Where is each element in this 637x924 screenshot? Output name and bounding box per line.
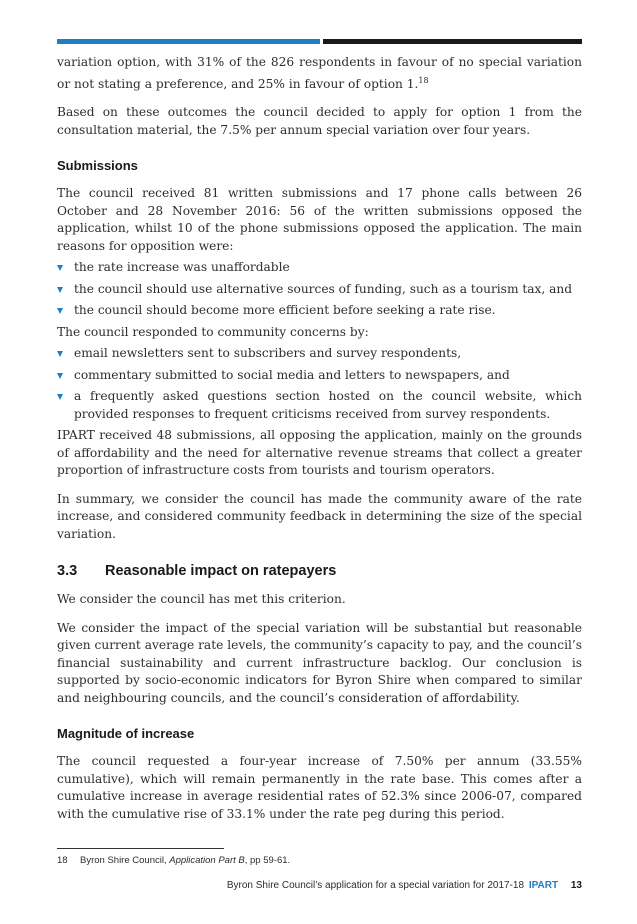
list-item-text: email newsletters sent to subscribers and survey respondents, bbox=[74, 346, 462, 361]
footnote-number: 18 bbox=[57, 855, 68, 866]
bullet-triangle-icon bbox=[57, 308, 63, 314]
magnitude-paragraph-1: The council requested a four-year increase of 7.50% per annum (33.55% cumulative), which will remain permanently in the rate base. This comes after a cumulative increase in average residential rates of 52.3% since 2006-07, compared with the cumulative rise of 33.1% under the rate peg during this period. bbox=[57, 754, 582, 821]
list-item-text: the council should become more efficient before seeking a rate rise. bbox=[74, 303, 496, 318]
list-item-text: commentary submitted to social media and letters to newspapers, and bbox=[74, 367, 510, 382]
list-item bbox=[57, 388, 582, 423]
header-rule-blue bbox=[57, 39, 320, 44]
section-paragraph-1: We consider the council has met this criterion. bbox=[57, 592, 346, 607]
footnote bbox=[57, 855, 290, 866]
intro-paragraph-1-text: variation option, with 31% of the 826 respondents in favour of no special variation or not stating a preference, and 25% in favour of option 1. bbox=[57, 55, 582, 91]
intro-paragraph-1 bbox=[57, 54, 582, 93]
magnitude-heading: Magnitude of increase bbox=[57, 726, 195, 742]
bullet-triangle-icon bbox=[57, 287, 63, 293]
page-number: 13 bbox=[570, 880, 582, 891]
submissions-paragraph-4: In summary, we consider the council has made the community aware of the rate increase, and considered community feedback in determining the size of the special variation. bbox=[57, 491, 582, 541]
opposition-reasons-list bbox=[57, 259, 582, 320]
list-item-text: a frequently asked questions section hosted on the council website, which provided responses to frequent criticisms received from survey respondents. bbox=[74, 389, 582, 421]
footnote-text-prefix: Byron Shire Council, bbox=[80, 855, 170, 866]
page-footer bbox=[227, 880, 582, 891]
list-item bbox=[57, 302, 582, 320]
footnote-ref-18[interactable]: 18 bbox=[418, 75, 429, 85]
bullet-triangle-icon bbox=[57, 394, 63, 400]
submissions-paragraph-1: The council received 81 written submissions and 17 phone calls between 26 October and 28 November 2016: 56 of the written submissions opposed the application, whilst 10 of the phone submissions opposed the application. The main reasons for opposition were: bbox=[57, 186, 582, 253]
section-paragraph-2: We consider the impact of the special variation will be substantial but reasonable given current average rate levels, the community’s capacity to pay, and the council’s financial sustainability and current infrastructure backlog. Our conclusion is supported by socio-economic indicators for Byron Shire when compared to similar and neighbouring councils, and the council’s consideration of affordability. bbox=[57, 620, 582, 705]
section-number: 3.3 bbox=[57, 563, 78, 580]
footnote-text-italic: Application Part B bbox=[169, 855, 245, 866]
bullet-triangle-icon bbox=[57, 265, 63, 271]
bullet-triangle-icon bbox=[57, 373, 63, 379]
footnote-divider bbox=[57, 848, 224, 849]
submissions-heading: Submissions bbox=[57, 158, 138, 174]
list-item bbox=[57, 345, 582, 363]
intro-paragraph-2: Based on these outcomes the council decided to apply for option 1 from the consultation material, the 7.5% per annum special variation over four years. bbox=[57, 105, 582, 137]
list-item bbox=[57, 281, 582, 299]
section-title: Reasonable impact on ratepayers bbox=[105, 563, 337, 580]
body-content bbox=[57, 54, 582, 834]
section-heading bbox=[57, 563, 582, 579]
footer-title: Byron Shire Council’s application for a special variation for 2017-18 bbox=[226, 880, 525, 891]
submissions-paragraph-3: IPART received 48 submissions, all opposing the application, mainly on the grounds of affordability and the need for alternative revenue streams that collect a greater proportion of infrastructure costs from tourists and tourism operators. bbox=[57, 428, 582, 478]
submissions-paragraph-2: The council responded to community concerns by: bbox=[57, 324, 369, 339]
footer-org: IPART bbox=[528, 880, 559, 891]
list-item bbox=[57, 367, 582, 385]
list-item-text: the council should use alternative sources of funding, such as a tourism tax, and bbox=[74, 281, 573, 296]
list-item-text: the rate increase was unaffordable bbox=[74, 260, 290, 275]
council-responses-list bbox=[57, 345, 582, 423]
footnote-text-suffix: , pp 59-61. bbox=[244, 855, 291, 866]
header-rule-black bbox=[323, 39, 582, 44]
list-item bbox=[57, 259, 582, 277]
bullet-triangle-icon bbox=[57, 351, 63, 357]
